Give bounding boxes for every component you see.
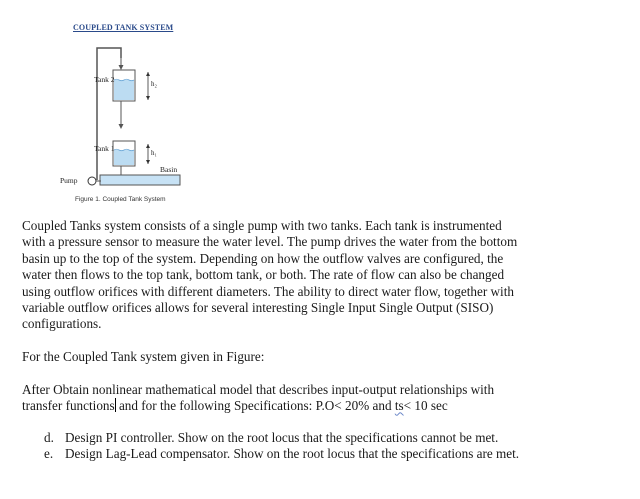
list-marker: d.: [44, 430, 54, 445]
h1-label: h₁: [151, 149, 157, 157]
intro-paragraph: [22, 218, 602, 333]
list-item-text: Design PI controller. Show on the root locus that the specifications cannot be met.: [65, 430, 499, 445]
list-item: [44, 430, 519, 446]
list-item-text: Design Lag-Lead compensator. Show on the root locus that the specifications are met.: [65, 446, 520, 462]
specifications-paragraph[interactable]: [22, 382, 494, 415]
basin-label: Basin: [160, 165, 178, 174]
inflow-arrow: [119, 65, 124, 70]
ts-spellcheck-word[interactable]: ts: [394, 398, 404, 414]
tank-2-water: [114, 80, 134, 100]
basin: [100, 175, 180, 185]
task-list: [44, 430, 519, 463]
coupled-tank-diagram: [0, 0, 640, 210]
transfer-functions-text: transfer functions: [22, 398, 115, 414]
figure-reference-paragraph: For the Coupled Tank system given in Figure:: [22, 349, 265, 364]
figure-title: COUPLED TANK SYSTEM: [73, 23, 174, 32]
list-item: [44, 446, 519, 462]
paragraph-line: using outflow orifices with different diameters. The ability to direct water flow, together with: [22, 283, 514, 299]
paragraph-line: Coupled Tanks system consists of a single pump with two tanks. Each tank is instrumented: [22, 218, 502, 233]
tank-1-water: [114, 150, 134, 165]
paragraph-line: basin up to the top of the system. Depending on how the outflow valves are configured, the: [22, 250, 504, 266]
paragraph-line: After Obtain nonlinear mathematical model that describes input-output relationships with: [22, 382, 495, 397]
spec-text-end: < 10 sec: [403, 398, 448, 414]
figure-caption: Figure 1. Coupled Tank System: [75, 196, 166, 203]
paragraph-line: with a pressure sensor to measure the water level. The pump drives the water from the bottom: [22, 234, 518, 250]
pump: [88, 177, 96, 185]
h2-label: h₂: [151, 80, 157, 88]
spec-text: and for the following Specifications: P.O< 20% and: [115, 398, 395, 414]
paragraph-line: water then flows to the top tank, bottom tank, or both. The rate of flow can also be changed: [22, 267, 505, 283]
paragraph-line: variable outflow orifices allows for several interesting Single Input Single Output (SISO): [22, 300, 494, 316]
pump-label: Pump: [60, 176, 78, 185]
paragraph-line: configurations.: [22, 316, 102, 332]
tank-1-label: Tank 1: [94, 144, 115, 153]
paragraph-line: [22, 398, 494, 414]
tank-2-label: Tank 2: [94, 75, 115, 84]
list-marker: e.: [44, 446, 54, 462]
